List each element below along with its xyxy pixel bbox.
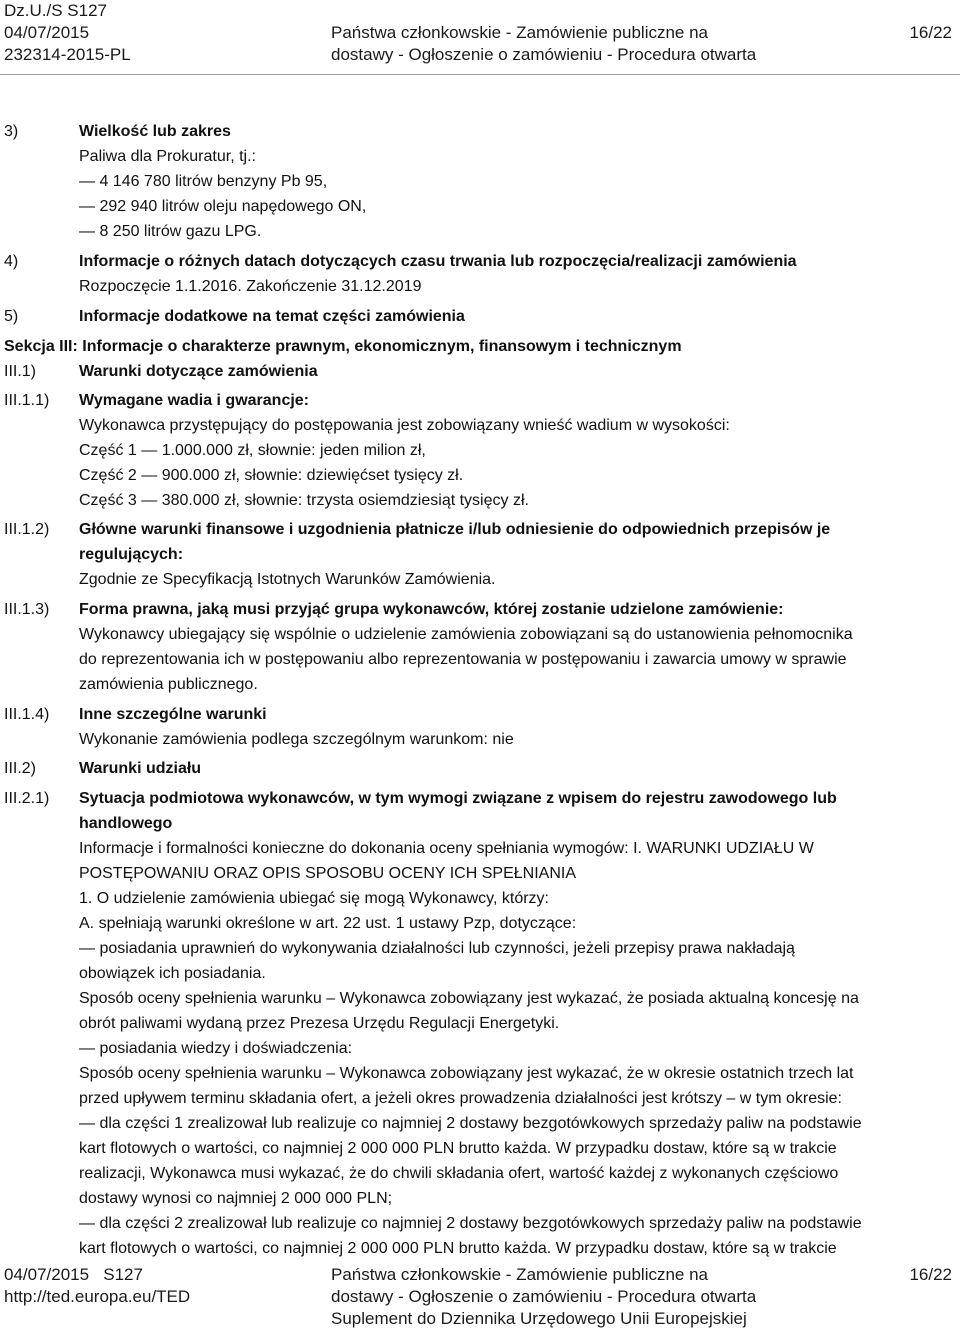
- text-line: zamówienia publicznego.: [79, 676, 258, 693]
- section-title: Wielkość lub zakres: [79, 123, 231, 140]
- text-line: Wykonawca przystępujący do postępowania jest zobowiązany wnieść wadium w wysokości:: [79, 417, 730, 434]
- section-heading: Sekcja III: Informacje o charakterze prawnym, ekonomicznym, finansowym i technicznym: [4, 338, 682, 355]
- section-title: Główne warunki finansowe i uzgodnienia płatnicze i/lub odniesienie do odpowiednich przepisów je: [79, 521, 831, 538]
- header-ref: 232314-2015-PL: [4, 45, 131, 64]
- footer-title-line: Państwa członkowskie - Zamówienie publiczne na: [331, 1265, 709, 1284]
- footer-left: [4, 1264, 190, 1308]
- text-line: Zgodnie ze Specyfikacją Istotnych Warunków Zamówienia.: [79, 571, 496, 588]
- section-title: regulujących:: [79, 546, 184, 563]
- text-line: — dla części 2 zrealizował lub realizuje co najmniej 2 dostawy bezgotówkowych sprzedaży paliw na podstawie: [79, 1215, 862, 1232]
- text-line: Część 2 — 900.000 zł, słownie: dziewięćset tysięcy zł.: [79, 467, 464, 484]
- section-number: III.1.4): [4, 706, 50, 723]
- section-title: Forma prawna, jaką musi przyjąć grupa wykonawców, której zostanie udzielone zamówienie:: [79, 601, 784, 618]
- text-line: POSTĘPOWANIU ORAZ OPIS SPOSOBU OCENY ICH SPEŁNIANIA: [79, 865, 576, 882]
- text-line: — 8 250 litrów gazu LPG.: [79, 223, 262, 240]
- footer-page-number: 16/22: [909, 1265, 952, 1284]
- text-line: A. spełniają warunki określone w art. 22 ust. 1 ustawy Pzp, dotyczące:: [79, 915, 577, 932]
- section-title: Wymagane wadia i gwarancje:: [79, 392, 310, 409]
- text-line: Wykonawcy ubiegający się wspólnie o udzielenie zamówienia zobowiązani są do ustanowienia pełnomocnika: [79, 626, 853, 643]
- page-header: [0, 0, 960, 70]
- section-number: III.2.1): [4, 790, 50, 807]
- footer-url-link[interactable]: http://ted.europa.eu/TED: [4, 1287, 191, 1306]
- footer-title-line: Suplement do Dziennika Urzędowego Unii Europejskiej: [331, 1309, 747, 1328]
- text-line: — 4 146 780 litrów benzyny Pb 95,: [79, 173, 328, 190]
- footer-date-journal: [4, 1264, 190, 1286]
- header-page-number: 16/22: [909, 23, 952, 42]
- header-title-line: Państwa członkowskie - Zamówienie publiczne na: [331, 23, 709, 42]
- text-line: obrót paliwami wydaną przez Prezesa Urzędu Regulacji Energetyki.: [79, 1015, 560, 1032]
- footer-title: [331, 1264, 757, 1330]
- text-line: — posiadania uprawnień do wykonywania działalności lub czynności, jeżeli przepisy prawa nakładają: [79, 940, 795, 957]
- section-title: Sytuacja podmiotowa wykonawców, w tym wymogi związane z wpisem do rejestru zawodowego lub: [79, 790, 837, 807]
- header-title: [331, 22, 757, 66]
- text-line: kart flotowych o wartości, co najmniej 2 000 000 PLN brutto każda. W przypadku dostaw, które są w trakcie: [79, 1140, 837, 1157]
- text-line: Część 3 — 380.000 zł, słownie: trzysta osiemdziesiąt tysięcy zł.: [79, 492, 529, 509]
- text-line: Sposób oceny spełnienia warunku – Wykonawca zobowiązany jest wykazać, że posiada aktualną koncesję na: [79, 990, 859, 1007]
- section-number: 5): [4, 308, 19, 325]
- section-title: Warunki udziału: [79, 760, 202, 777]
- section-title: Inne szczególne warunki: [79, 706, 267, 723]
- text-line: realizacji, Wykonawca musi wykazać, że do chwili składania ofert, wartość każdej z wykonanych częściowo: [79, 1165, 839, 1182]
- text-line: obowiązek ich posiadania.: [79, 965, 266, 982]
- header-divider: [0, 74, 960, 75]
- section-number: III.1.1): [4, 392, 50, 409]
- section-number: III.1.3): [4, 601, 50, 618]
- text-line: przed upływem terminu składania ofert, a jeżeli okres prowadzenia działalności jest krótszy – w tym okresie:: [79, 1090, 842, 1107]
- text-line: kart flotowych o wartości, co najmniej 2 000 000 PLN brutto każda. W przypadku dostaw, które są w trakcie: [79, 1240, 837, 1257]
- section-title: Informacje o różnych datach dotyczących czasu trwania lub rozpoczęcia/realizacji zamówienia: [79, 253, 797, 270]
- text-line: — dla części 1 zrealizował lub realizuje co najmniej 2 dostawy bezgotówkowych sprzedaży paliw na podstawie: [79, 1115, 862, 1132]
- header-title-line: dostawy - Ogłoszenie o zamówieniu - Procedura otwarta: [331, 45, 757, 64]
- section-number: 4): [4, 253, 19, 270]
- footer-date: 04/07/2015: [4, 1265, 90, 1284]
- page-footer: [0, 1264, 960, 1334]
- text-line: — posiadania wiedzy i doświadczenia:: [79, 1040, 353, 1057]
- footer-title-line: dostawy - Ogłoszenie o zamówieniu - Procedura otwarta: [331, 1287, 757, 1306]
- text-line: — 292 940 litrów oleju napędowego ON,: [79, 198, 367, 215]
- section-title: Warunki dotyczące zamówienia: [79, 363, 318, 380]
- section-title: Informacje dodatkowe na temat części zamówienia: [79, 308, 465, 325]
- section-title: handlowego: [79, 815, 173, 832]
- text-line: do reprezentowania ich w postępowaniu albo reprezentowania w postępowaniu i zawarcia umowy w sprawie: [79, 651, 847, 668]
- footer-journal: S127: [103, 1265, 143, 1284]
- section-number: III.1): [4, 363, 37, 380]
- section-number: III.1.2): [4, 521, 50, 538]
- header-date: 04/07/2015: [4, 23, 90, 42]
- text-line: dostawy wynosi co najmniej 2 000 000 PLN;: [79, 1190, 393, 1207]
- text-line: 1. O udzielenie zamówienia ubiegać się mogą Wykonawcy, którzy:: [79, 890, 549, 907]
- text-line: Część 1 — 1.000.000 zł, słownie: jeden milion zł,: [79, 442, 426, 459]
- section-number: 3): [4, 123, 19, 140]
- text-line: Sposób oceny spełnienia warunku – Wykonawca zobowiązany jest wykazać, że w okresie ostatnich trzech lat: [79, 1065, 854, 1082]
- section-number: III.2): [4, 760, 37, 777]
- text-line: Rozpoczęcie 1.1.2016. Zakończenie 31.12.2019: [79, 278, 422, 295]
- text-line: Paliwa dla Prokuratur, tj.:: [79, 148, 256, 165]
- header-left: [4, 0, 131, 66]
- header-journal: Dz.U./S S127: [4, 1, 107, 20]
- text-line: Informacje i formalności konieczne do dokonania oceny spełniania wymogów: I. WARUNKI UDZIAŁU W: [79, 840, 814, 857]
- text-line: Wykonanie zamówienia podlega szczególnym warunkom: nie: [79, 731, 514, 748]
